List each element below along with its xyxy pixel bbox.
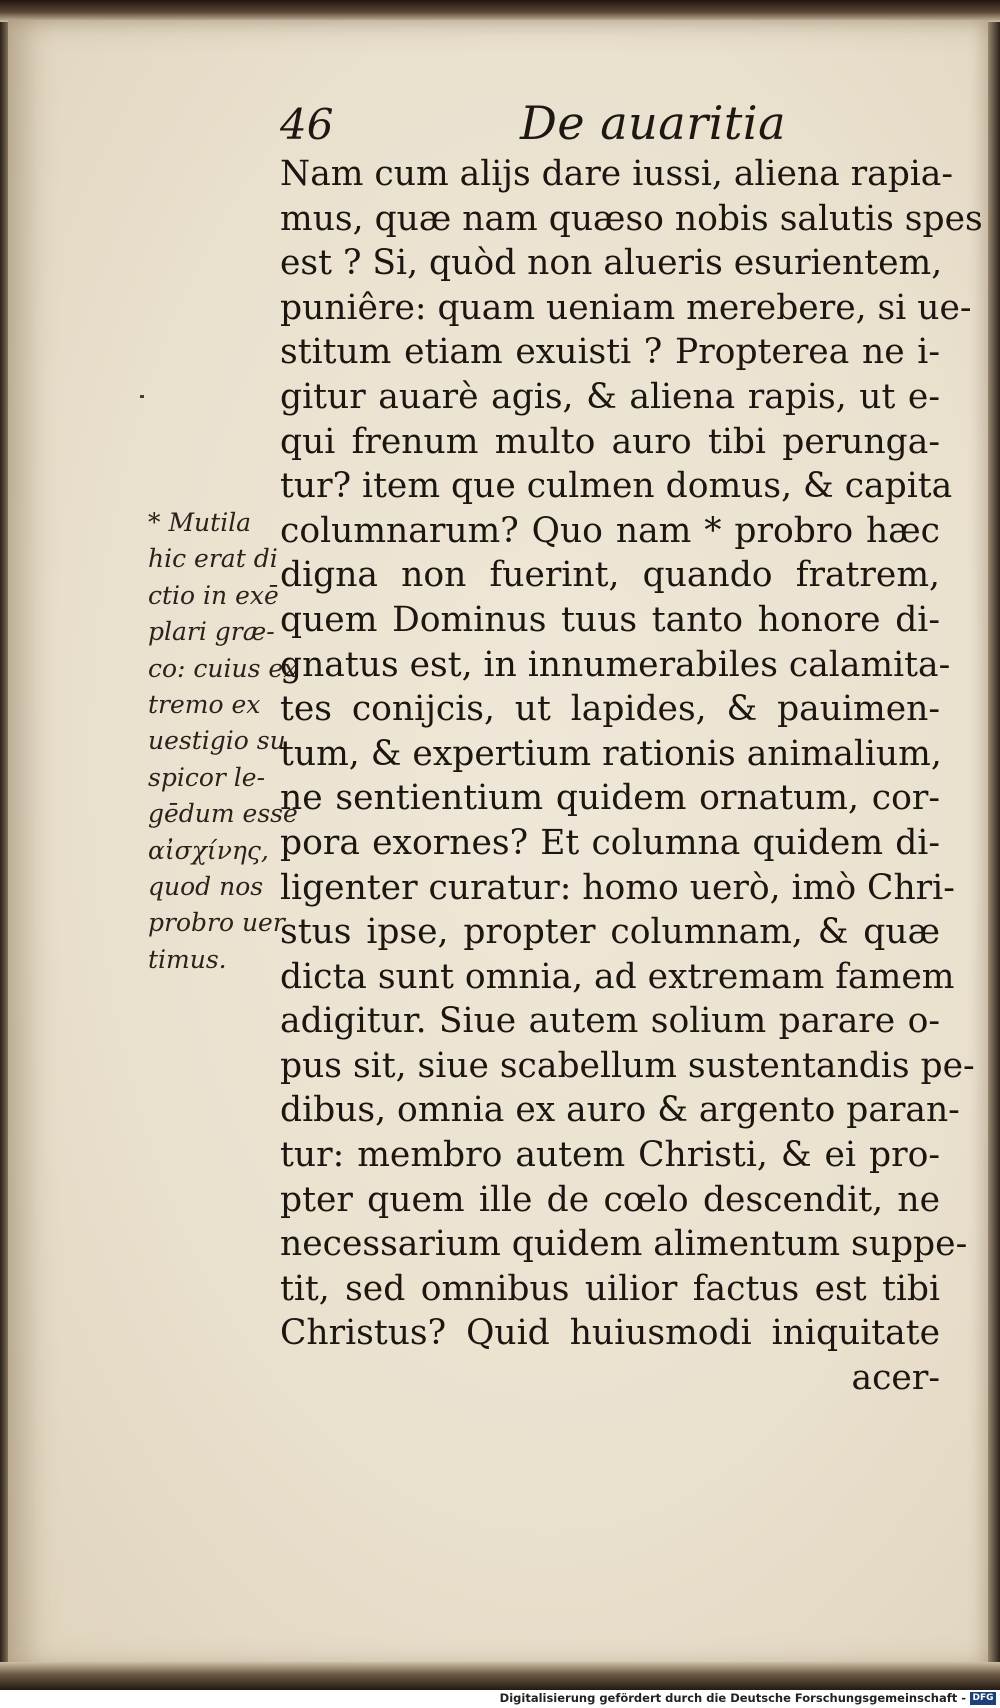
marginal-note-line: αἰσχίνης, (148, 835, 269, 865)
text-line: puniêre: quam ueniam merebere, si ue- (280, 287, 972, 328)
text-line: columnarum? Quo nam * probro hæc (280, 510, 940, 551)
marginal-note-line: plari græ- (148, 617, 275, 647)
body-text (280, 152, 983, 1401)
text-line: tes conijcis, ut lapides, & pauimen- (280, 689, 940, 730)
stray-ink-mark (140, 395, 144, 398)
page-top-edge (0, 0, 1000, 22)
page-number: 46 (280, 100, 334, 149)
marginal-note-line: co: cuius ex (148, 653, 298, 683)
text-line: dicta sunt omnia, ad extremam famem (280, 956, 955, 997)
text-line: pora exornes? Et columna quidem di- (280, 822, 940, 863)
running-title: De auaritia (520, 96, 787, 150)
text-line: stus ipse, propter columnam, & quæ (280, 912, 940, 953)
text-line: acer- (851, 1358, 940, 1399)
text-line: pter quem ille de cœlo descendit, ne (280, 1179, 940, 1220)
marginal-note-line: hic erat di (148, 544, 278, 574)
text-line: ne sentientium quidem ornatum, cor- (280, 778, 940, 819)
text-line: tur: membro autem Christi, & ei pro- (280, 1135, 940, 1176)
marginal-note (148, 505, 298, 978)
text-line: dibus, omnia ex auro & argento paran- (280, 1090, 960, 1131)
marginal-note-line: quod nos (148, 871, 264, 901)
text-line: tur? item que culmen domus, & capita (280, 466, 953, 507)
dfg-logo: DFG (970, 1692, 996, 1705)
text-line: stitum etiam exuisti ? Propterea ne i- (280, 332, 940, 373)
marginal-note-line: gēdum esse (148, 799, 298, 829)
marginal-note-line: * Mutila (148, 508, 252, 537)
marginal-note-line: uestigio su (148, 726, 286, 756)
text-line: Christus? Quid huiusmodi iniquitate (280, 1313, 940, 1354)
marginal-note-line: spicor le- (148, 762, 266, 792)
page-bottom-edge (0, 1662, 1000, 1690)
marginal-note-line: ctio in exē (148, 580, 279, 610)
text-line: digna non fuerint, quando fratrem, (280, 555, 940, 596)
text-line: quem Dominus tuus tanto honore di- (280, 599, 940, 640)
marginal-note-line: timus. (148, 944, 227, 974)
text-line: pus sit, siue scabellum sustentandis pe- (280, 1045, 975, 1086)
text-line: tit, sed omnibus uilior factus est tibi (280, 1268, 940, 1309)
text-line: Nam cum alijs dare iussi, aliena rapia- (280, 154, 954, 194)
text-line: qui frenum multo auro tibi perunga- (280, 421, 940, 462)
text-line: mus, quæ nam quæso nobis salutis spes (280, 198, 983, 239)
text-line: gitur auarè agis, & aliena rapis, ut e- (280, 376, 940, 417)
text-line: tum, & expertium rationis animalium, (280, 733, 942, 774)
marginal-note-line: probro uer (148, 908, 285, 938)
text-line: est ? Si, quòd non alueris esurientem, (280, 243, 943, 284)
page-header (280, 96, 940, 150)
marginal-note-line: tremo ex (148, 689, 261, 719)
text-line: adigitur. Siue autem solium parare o- (280, 1001, 940, 1042)
text-line: necessarium quidem alimentum suppe- (280, 1224, 968, 1265)
text-line: ligenter curatur: homo uerò, imò Chri- (280, 867, 955, 908)
text-line: gnatus est, in innumerabiles calamita- (280, 644, 951, 685)
footer-credit: Digitalisierung gefördert durch die Deutsche Forschungsgemeinschaft - (499, 1691, 966, 1705)
